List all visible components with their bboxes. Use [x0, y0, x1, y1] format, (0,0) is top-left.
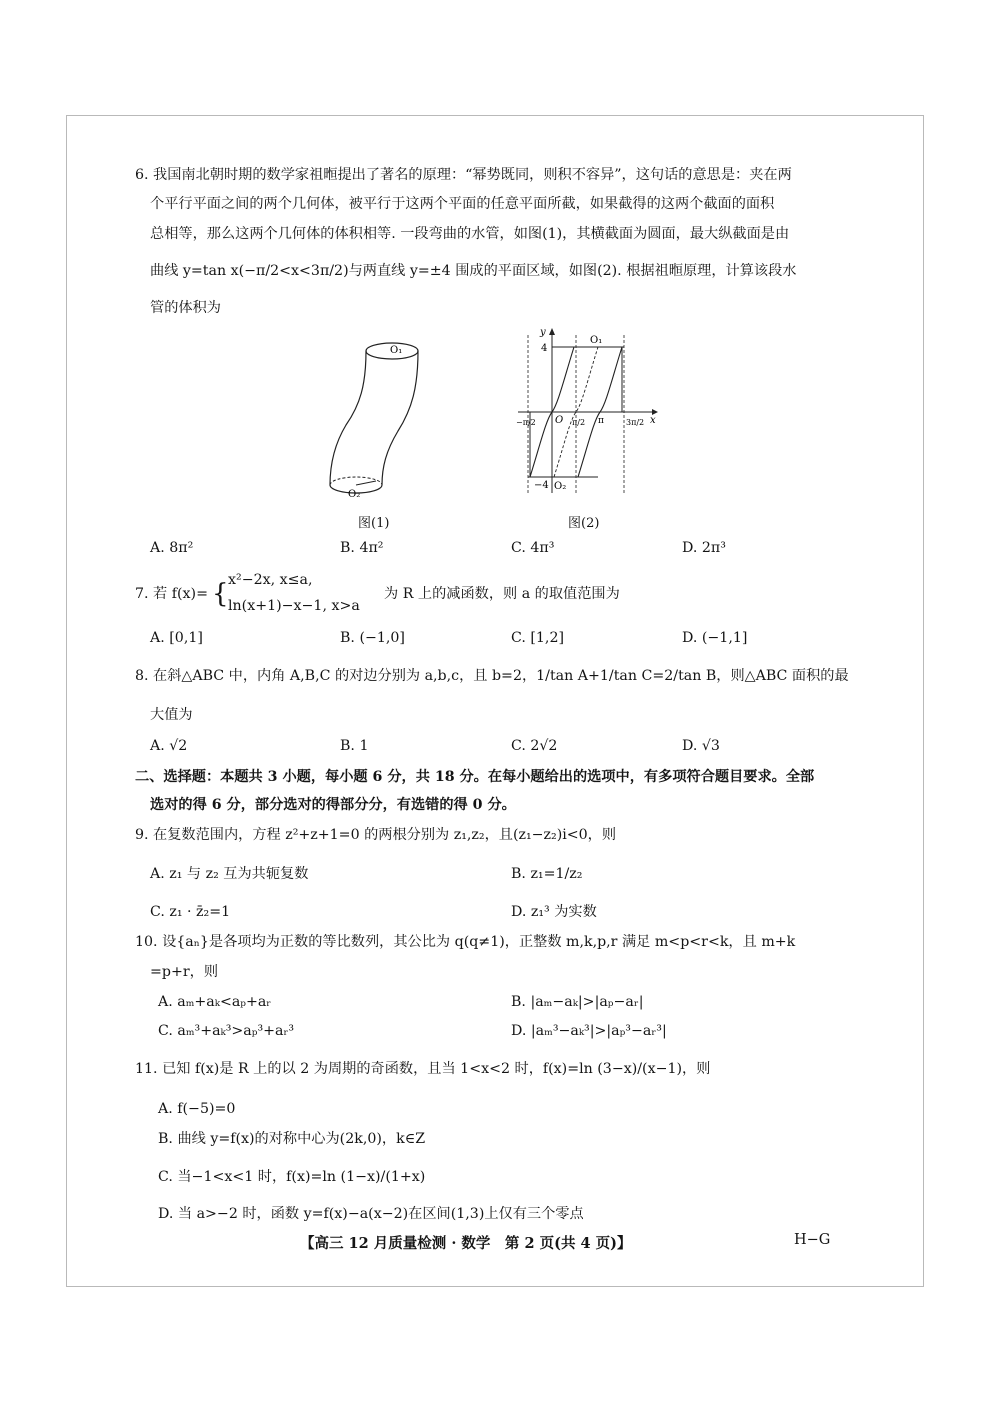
half-pi-label: π/2	[572, 418, 586, 427]
q8-option-a: A. √2	[150, 738, 188, 754]
q9-stem: 9. 在复数范围内，方程 z²+z+1=0 的两根分别为 z₁,z₂，且(z₁−z₂)i<0，则	[135, 827, 617, 843]
q10-line-1: 10. 设{aₙ}是各项均为正数的等比数列，其公比为 q(q≠1)，正整数 m,k,p,r 满足 m<p<r<k，且 m+k	[135, 934, 796, 950]
q10-line-2: =p+r，则	[150, 964, 219, 980]
q6-line-3: 总相等，那么这两个几何体的体积相等. 一段弯曲的水管，如图(1)，其横截面为圆面，最大纵截面是由	[150, 226, 790, 242]
three-half-pi-label: 3π/2	[626, 418, 645, 427]
pipe-bottom-radius	[356, 481, 376, 485]
q7-tail: 为 R 上的减函数，则 a 的取值范围为	[384, 586, 620, 602]
q7-case-2: ln(x+1)−x−1, x>a	[228, 598, 360, 614]
neg-half-pi-label: −π/2	[516, 418, 536, 427]
y-top-label: 4	[541, 343, 548, 354]
q7-brace: {	[212, 579, 229, 609]
q6-option-a: A. 8π²	[150, 540, 194, 556]
q10-option-b: B. |aₘ−aₖ|>|aₚ−aᵣ|	[511, 994, 644, 1010]
q9-option-a: A. z₁ 与 z₂ 互为共轭复数	[150, 866, 309, 882]
q11-option-b: B. 曲线 y=f(x)的对称中心为(2k,0)，k∈Z	[158, 1131, 426, 1147]
paper-code: H−G	[794, 1232, 831, 1248]
pipe-bottom-label: O₂	[348, 489, 361, 500]
x-axis-label: x	[650, 415, 656, 426]
figure-1-pipe	[320, 335, 430, 505]
figure-2-caption: 图(2)	[568, 516, 600, 531]
q7-case-1: x²−2x, x≤a,	[228, 572, 313, 588]
section-2-line-2: 选对的得 6 分，部分选对的得部分分，有选错的得 0 分。	[150, 797, 516, 813]
q6-option-d: D. 2π³	[682, 540, 726, 556]
section-2-line-1: 二、选择题：本题共 3 小题，每小题 6 分，共 18 分。在每小题给出的选项中，有多项符合题目要求。全部	[135, 769, 815, 785]
origin-label: O	[555, 415, 564, 426]
q6-line-5: 管的体积为	[150, 300, 221, 316]
q11-stem: 11. 已知 f(x)是 R 上的以 2 为周期的奇函数，且当 1<x<2 时，f(x)=ln (3−x)/(x−1)，则	[135, 1061, 711, 1077]
q6-option-b: B. 4π²	[340, 540, 384, 556]
q7-option-d: D. (−1,1]	[682, 630, 748, 646]
figure-2-graph	[512, 325, 662, 497]
o1-label: O₁	[590, 335, 603, 346]
q9-option-d: D. z₁³ 为实数	[511, 904, 597, 920]
q7-lead: 7. 若 f(x)=	[135, 586, 208, 602]
q10-option-d: D. |aₘ³−aₖ³|>|aₚ³−aᵣ³|	[511, 1023, 667, 1039]
y-bottom-label: −4	[534, 480, 549, 491]
q7-option-a: A. [0,1]	[150, 630, 203, 646]
q8-option-b: B. 1	[340, 738, 369, 754]
q11-option-c: C. 当−1<x<1 时，f(x)=ln (1−x)/(1+x)	[158, 1169, 426, 1185]
q8-line-1: 8. 在斜△ABC 中，内角 A,B,C 的对边分别为 a,b,c，且 b=2，1/tan A+1/tan C=2/tan B，则△ABC 面积的最	[135, 668, 849, 684]
q8-option-d: D. √3	[682, 738, 720, 754]
pipe-left-edge	[330, 351, 366, 485]
page-footer: 【高三 12 月质量检测 · 数学 第 2 页(共 4 页)】	[300, 1235, 632, 1252]
o2-label: O₂	[554, 481, 567, 492]
q9-option-c: C. z₁ · z̄₂=1	[150, 904, 231, 920]
q8-line-2: 大值为	[150, 707, 193, 723]
q11-option-d: D. 当 a>−2 时，函数 y=f(x)−a(x−2)在区间(1,3)上仅有三个零点	[158, 1206, 584, 1222]
q6-line-4: 曲线 y=tan x(−π/2<x<3π/2)与两直线 y=±4 围成的平面区域，如图(2). 根据祖暅原理，计算该段水	[150, 263, 797, 279]
q6-option-c: C. 4π³	[511, 540, 555, 556]
q8-option-c: C. 2√2	[511, 738, 558, 754]
q7-option-b: B. (−1,0]	[340, 630, 405, 646]
q11-option-a: A. f(−5)=0	[158, 1101, 236, 1117]
q7-option-c: C. [1,2]	[511, 630, 565, 646]
q10-option-c: C. aₘ³+aₖ³>aₚ³+aᵣ³	[158, 1023, 295, 1039]
q6-line-2: 个平行平面之间的两个几何体，被平行于这两个平面的任意平面所截，如果截得的这两个截面的面积	[150, 196, 775, 212]
q6-line-1: 6. 我国南北朝时期的数学家祖暅提出了著名的原理：“幂势既同，则积不容异”，这句话的意思是：夹在两	[135, 167, 792, 183]
pi-label: π	[598, 416, 604, 426]
q10-option-a: A. aₘ+aₖ<aₚ+aᵣ	[158, 994, 272, 1010]
figure-1-caption: 图(1)	[358, 516, 390, 531]
y-axis-arrow	[549, 328, 555, 335]
q9-option-b: B. z₁=1/z₂	[511, 866, 583, 882]
pipe-top-label: O₁	[390, 345, 403, 356]
pipe-right-edge	[382, 351, 418, 485]
y-axis-label: y	[540, 327, 546, 338]
